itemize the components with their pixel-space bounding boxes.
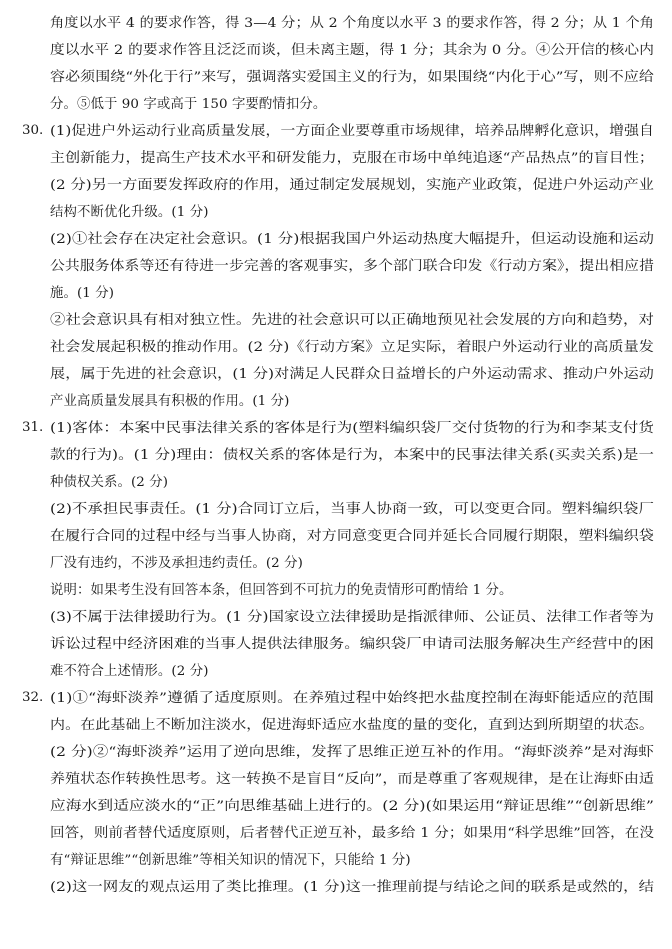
text-line: (2)①社会存在决定社会意识。(1 分)根据我国户外运动热度大幅提升，但运动设施和运动 [50,232,654,247]
text-line: (2 分)②“海虾淡养”运用了逆向思维，发挥了思维正逆互补的作用。“海虾淡养”是对海虾 [50,745,654,760]
text-line: (2)这一网友的观点运用了类比推理。(1 分)这一推理前提与结论之间的联系是或然的，结 [50,880,654,895]
text-line: 公共服务体系等还有待进一步完善的客观事实，多个部门联合印发《行动方案》，提出相应措 [50,259,654,274]
text-line: 展，属于先进的社会意识，(1 分)对满足人民群众日益增长的户外运动需求、推动户外运动 [50,367,654,382]
text-line: 款的行为)。(1 分)理由：债权关系的客体是行为，本案中的民事法律关系(买卖关系)是一 [50,448,654,463]
text-line: 容必须围绕“外化于行”来写，强调落实爱国主义的行为，如果围绕“内化于心”写，则不应给 [50,70,654,85]
text-line: 结构不断优化升级。(1 分) [50,205,209,220]
text-line: 主创新能力，提高生产技术水平和研发能力，克服在市场中单纯追逐“产品热点”的盲目性； [50,151,654,166]
text-line: 分。⑤低于 90 字或高于 150 字要酌情扣分。 [50,97,327,112]
text-line: ②社会意识具有相对独立性。先进的社会意识可以正确地预见社会发展的方向和趋势，对 [50,313,654,328]
text-line: (1)客体：本案中民事法律关系的客体是行为(塑料编织袋厂交付货物的行为和李某支付货 [50,421,654,436]
text-line: 养殖状态作转换性思考。这一转换不是盲目“反向”，而是尊重了客观规律，是在让海虾由适 [50,772,654,787]
text-line: 有“辩证思维”“创新思维”等相关知识的情况下，只能给 1 分) [50,853,411,868]
text-line: 说明：如果考生没有回答本条，但回答到不可抗力的免责情形可酌情给 1 分。 [50,583,513,598]
text-line: 诉讼过程中经济困难的当事人提供法律服务。编织袋厂申请司法服务解决生产经营中的困 [50,637,654,652]
text-line: (1)促进户外运动行业高质量发展，一方面企业要尊重市场规律，培养品牌孵化意识，增强自 [50,124,654,139]
question-number-32: 32. [22,690,44,705]
text-line: 应海水到适应淡水的“正”向思维基础上进行的。(2 分)(如果运用“辩证思维”“创新思维” [50,799,654,814]
text-line: 产业高质量发展具有积极的作用。(1 分) [50,394,290,409]
text-line: (2 分)另一方面要发挥政府的作用，通过制定发展规划，实施产业政策，促进户外运动产业 [50,178,654,193]
text-line: (2)不承担民事责任。(1 分)合同订立后，当事人协商一致，可以变更合同。塑料编织袋厂 [50,502,654,517]
text-line: 难不符合上述情形。(2 分) [50,664,209,679]
question-number-31: 31. [22,420,44,435]
question-number-30: 30. [22,123,44,138]
text-line: 厂没有违约，不涉及承担违约责任。(2 分) [50,556,303,571]
text-line: (1)①“海虾淡养”遵循了适度原则。在养殖过程中始终把水盐度控制在海虾能适应的范围 [50,691,654,706]
text-line: 种债权关系。(2 分) [50,475,169,490]
text-line: 度以水平 2 的要求作答且泛泛而谈，但未离主题，得 1 分；其余为 0 分。④公开信的核心内 [50,43,654,58]
text-line: 回答，则前者替代适度原则，后者替代正逆互补，最多给 1 分；如果用“科学思维”回答，在没 [50,826,654,841]
text-line: 在履行合同的过程中经与当事人协商，对方同意变更合同并延长合同履行期限，塑料编织袋 [50,529,654,544]
text-line: 施。(1 分) [50,286,115,301]
text-line: 社会发展起积极的推动作用。(2 分)《行动方案》立足实际，着眼户外运动行业的高质量发 [50,340,654,355]
text-line: (3)不属于法律援助行为。(1 分)国家设立法律援助是指派律师、公证员、法律工作者等为 [50,610,654,625]
text-line: 角度以水平 4 的要求作答，得 3—4 分；从 2 个角度以水平 3 的要求作答，得 2 分；从 1 个角 [50,16,654,31]
text-line: 内。在此基础上不断加注淡水，促进海虾适应水盐度的量的变化，直到达到所期望的状态。 [50,718,654,733]
